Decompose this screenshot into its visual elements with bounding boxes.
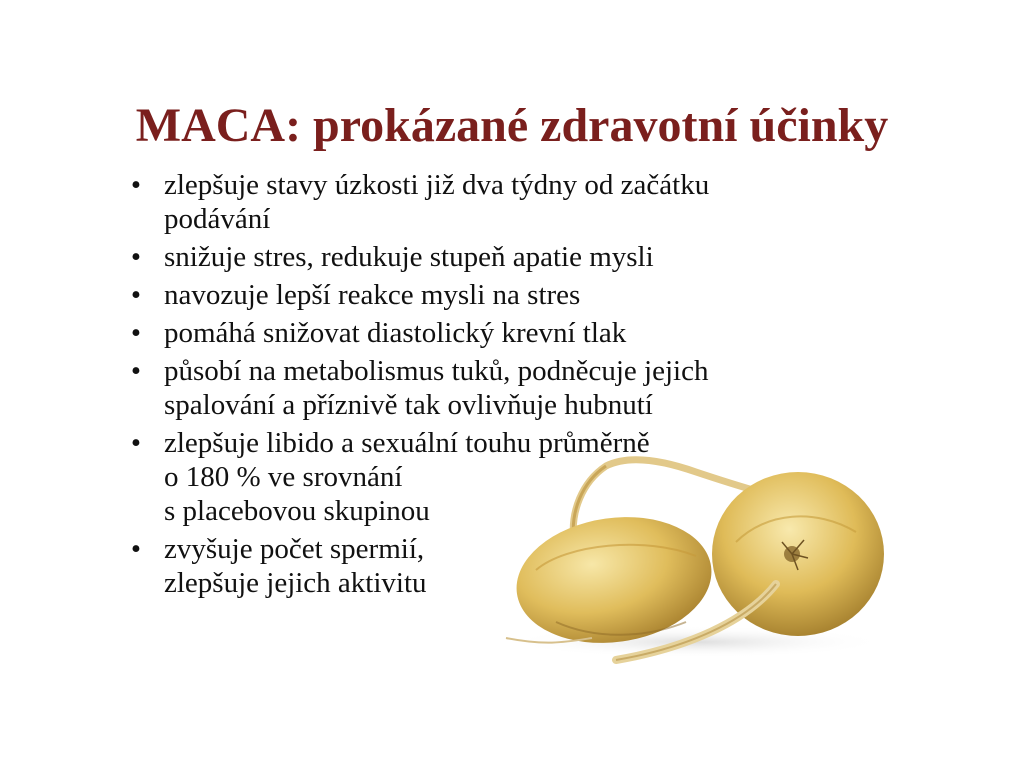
bullet-line: s placebovou skupinou <box>164 495 430 527</box>
bullet-item <box>122 316 842 350</box>
bullet-line: zvyšuje počet spermií, <box>164 533 425 565</box>
bullet-icon: • <box>130 279 142 311</box>
bullet-item <box>122 354 842 422</box>
maca-root-icon <box>496 452 900 672</box>
bullet-icon: • <box>130 533 142 565</box>
bullet-line: o 180 % ve srovnání <box>164 461 403 493</box>
bullet-icon: • <box>130 317 142 349</box>
bullet-line: zlepšuje jejich aktivitu <box>164 567 427 599</box>
slide-title: MACA: prokázané zdravotní účinky <box>135 99 889 152</box>
bullet-item <box>122 168 842 236</box>
bullet-line: zlepšuje stavy úzkosti již dva týdny od začátku <box>164 169 710 201</box>
bullet-icon: • <box>130 427 142 459</box>
bullet-line: pomáhá snižovat diastolický krevní tlak <box>164 317 627 349</box>
bullet-item <box>122 278 842 312</box>
bullet-icon: • <box>130 355 142 387</box>
bullet-line: působí na metabolismus tuků, podněcuje jejich <box>164 355 709 387</box>
bullet-line: navozuje lepší reakce mysli na stres <box>164 279 581 311</box>
bullet-line: zlepšuje libido a sexuální touhu průměrně <box>164 427 650 459</box>
bullet-icon: • <box>130 241 142 273</box>
bullet-icon: • <box>130 169 142 201</box>
bullet-line: podávání <box>164 203 271 235</box>
bullet-line: snižuje stres, redukuje stupeň apatie mysli <box>164 241 654 273</box>
bullet-item <box>122 240 842 274</box>
bullet-line: spalování a příznivě tak ovlivňuje hubnutí <box>164 389 653 421</box>
